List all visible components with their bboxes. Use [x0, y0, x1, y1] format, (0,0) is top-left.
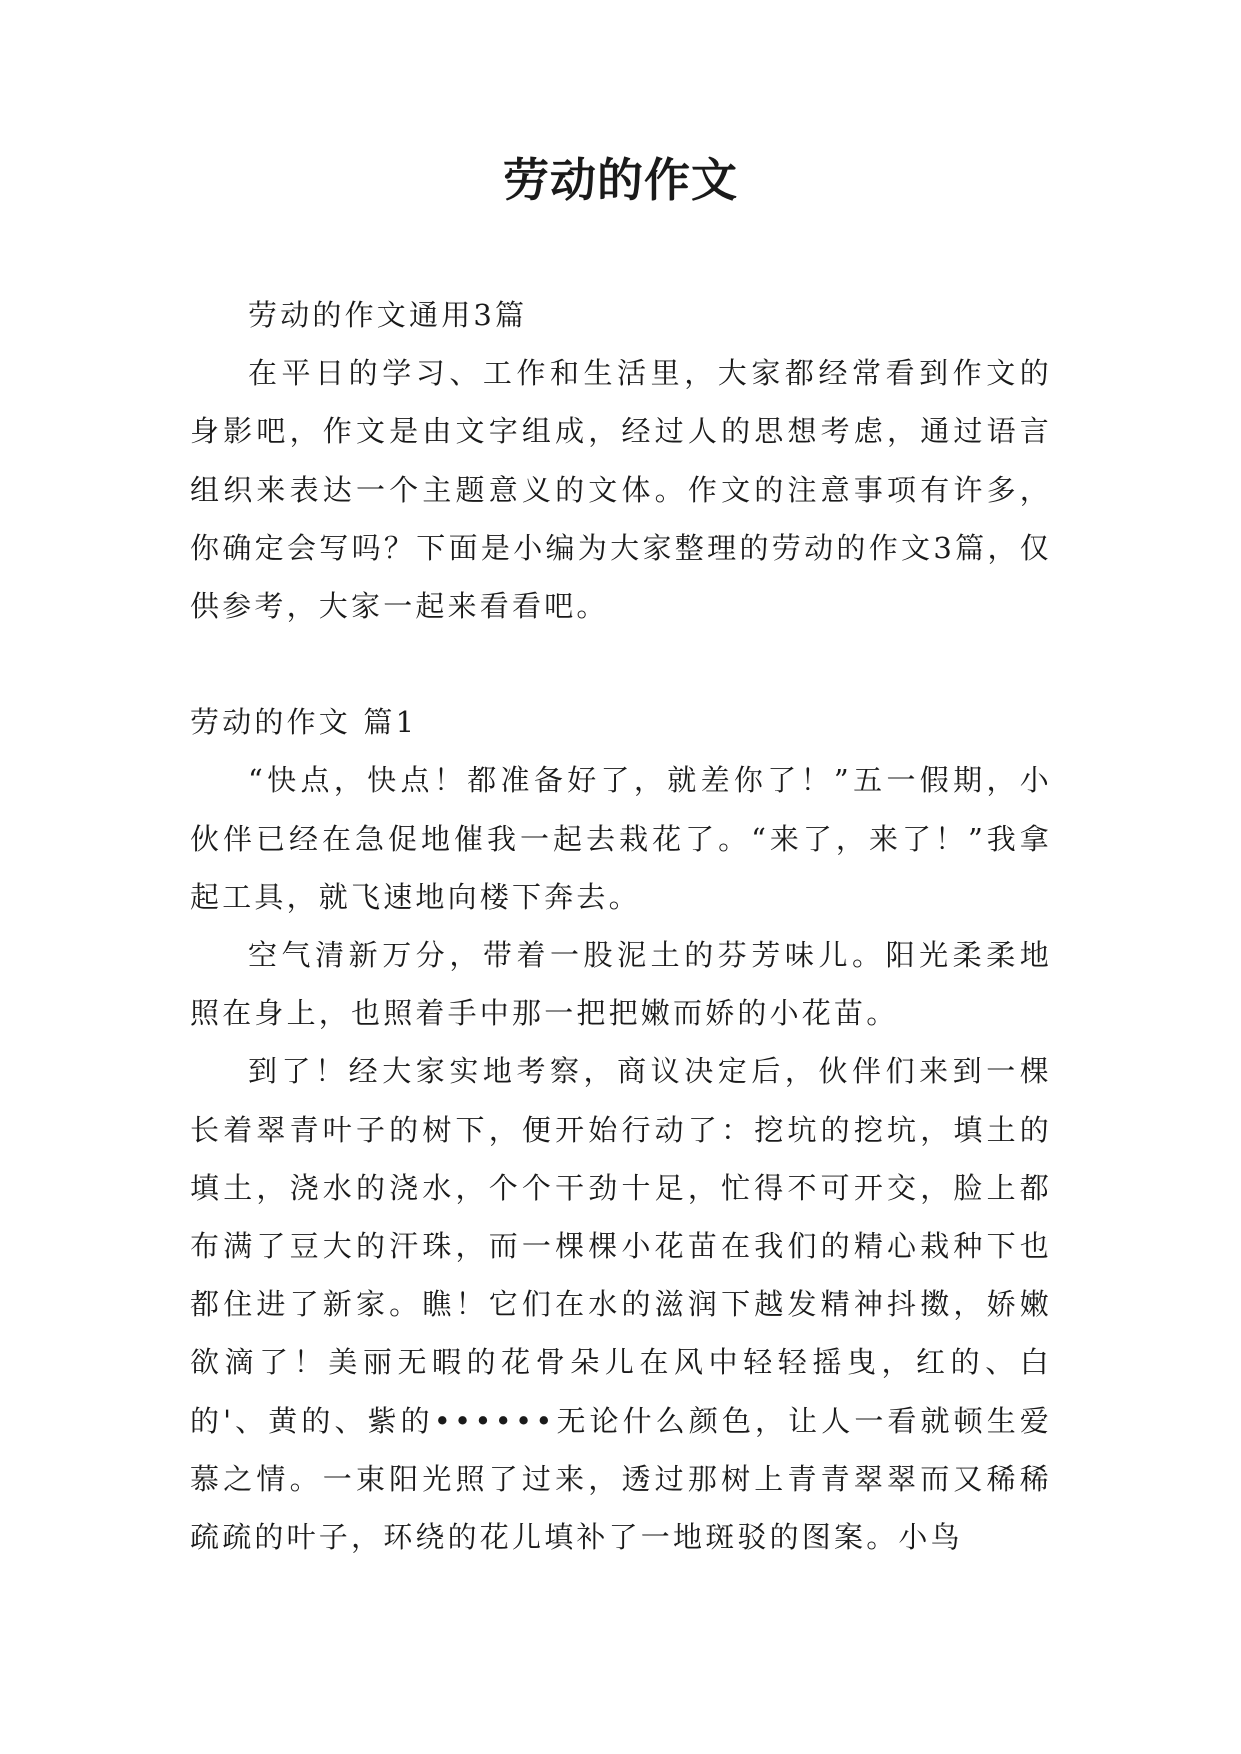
- intro-paragraph: 在平日的学习、工作和生活里，大家都经常看到作文的身影吧，作文是由文字组成，经过人的思想考虑，通过语言组织来表达一个主题意义的文体。作文的注意事项有许多，你确定会写吗？下面是小编为大家整理的劳动的作文3篇，仅供参考，大家一起来看看吧。: [190, 356, 1052, 624]
- document-title: 劳动的作文: [503, 153, 738, 207]
- section-heading: 劳动的作文 篇1: [190, 705, 418, 740]
- body-paragraph-3: 到了！经大家实地考察，商议决定后，伙伴们来到一棵长着翠青叶子的树下，便开始行动了：挖坑的挖坑，填土的填土，浇水的浇水，个个干劲十足，忙得不可开交，脸上都布满了豆大的汗珠，而一棵棵小花苗在我们的精心栽种下也都住进了新家。瞧！它们在水的滋润下越发精神抖擞，娇嫩欲滴了！美丽无暇的花骨朵儿在风中轻轻摇曳，红的、白的'、黄的、紫的••••••无论什么颜色，让人一看就顿生爱慕之情。一束阳光照了过来，透过那树上青青翠翠而又稀稀疏疏的叶子，环绕的花儿填补了一地斑驳的图案。小鸟: [190, 1054, 1052, 1555]
- intro-heading: 劳动的作文通用3篇: [248, 298, 528, 332]
- body-paragraph-1: “快点，快点！都准备好了，就差你了！”五一假期，小伙伴已经在急促地催我一起去栽花了。“来了，来了！”我拿起工具，就飞速地向楼下奔去。: [190, 763, 1052, 914]
- body-paragraph-2: 空气清新万分，带着一股泥土的芬芳味儿。阳光柔柔地照在身上，也照着手中那一把把嫩而娇的小花苗。: [190, 938, 1052, 1031]
- document-body: [190, 286, 1052, 1566]
- section-spacer: [190, 635, 1052, 693]
